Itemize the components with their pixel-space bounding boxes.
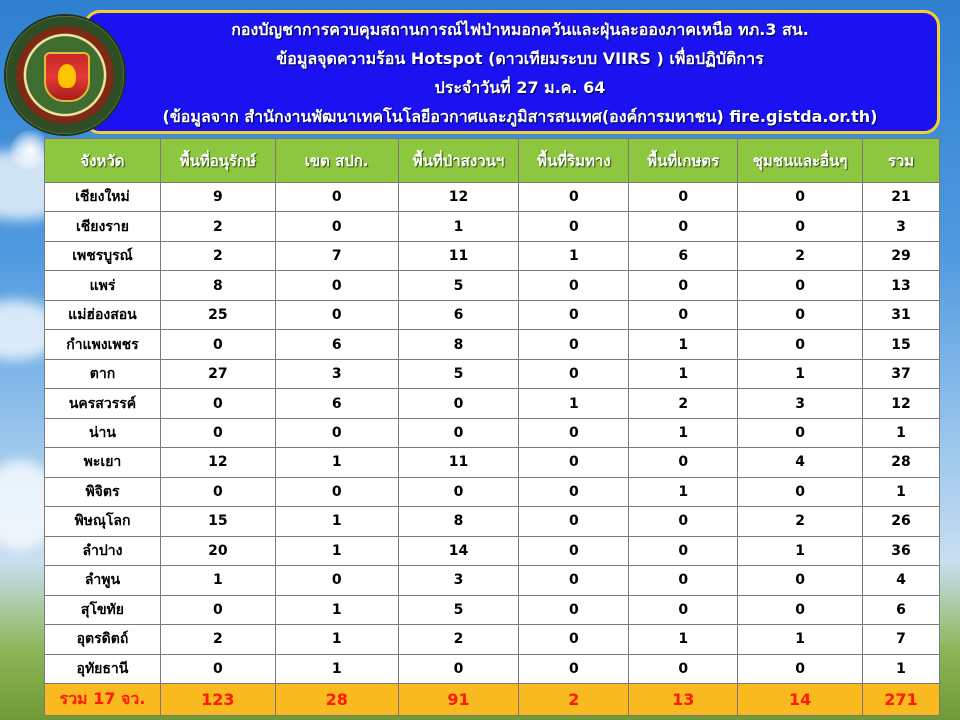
value-cell-community: 0	[738, 654, 863, 684]
value-cell-agriculture: 6	[629, 241, 738, 270]
value-cell-reserved-forest: 8	[398, 330, 519, 359]
value-cell-alro: 7	[275, 241, 398, 270]
value-cell-alro: 1	[275, 536, 398, 565]
value-cell-reserved-forest: 11	[398, 241, 519, 270]
value-cell-alro: 1	[275, 654, 398, 684]
value-cell-roadside: 0	[519, 271, 629, 300]
province-cell: แพร่	[45, 271, 161, 300]
total-cell-community: 14	[738, 684, 863, 716]
value-cell-roadside: 0	[519, 566, 629, 595]
table-row	[45, 241, 940, 270]
value-cell-agriculture: 0	[629, 507, 738, 536]
value-cell-total: 1	[863, 477, 940, 506]
total-cell-agriculture: 13	[629, 684, 738, 716]
value-cell-community: 2	[738, 507, 863, 536]
value-cell-conservation: 0	[160, 330, 275, 359]
value-cell-alro: 1	[275, 595, 398, 624]
total-cell-reserved-forest: 91	[398, 684, 519, 716]
value-cell-agriculture: 0	[629, 566, 738, 595]
value-cell-community: 1	[738, 359, 863, 388]
province-cell: เชียงราย	[45, 212, 161, 241]
value-cell-conservation: 25	[160, 300, 275, 329]
value-cell-alro: 0	[275, 477, 398, 506]
value-cell-reserved-forest: 0	[398, 654, 519, 684]
total-row	[45, 684, 940, 716]
province-cell: พิษณุโลก	[45, 507, 161, 536]
value-cell-community: 0	[738, 183, 863, 212]
value-cell-total: 37	[863, 359, 940, 388]
value-cell-roadside: 0	[519, 212, 629, 241]
value-cell-roadside: 1	[519, 241, 629, 270]
value-cell-conservation: 0	[160, 389, 275, 418]
value-cell-conservation: 2	[160, 212, 275, 241]
value-cell-conservation: 12	[160, 448, 275, 477]
total-cell-conservation: 123	[160, 684, 275, 716]
column-header-agriculture: พื้นที่เกษตร	[629, 139, 738, 183]
value-cell-agriculture: 0	[629, 183, 738, 212]
table-row	[45, 271, 940, 300]
value-cell-roadside: 0	[519, 183, 629, 212]
value-cell-community: 2	[738, 241, 863, 270]
value-cell-alro: 1	[275, 625, 398, 654]
table-row	[45, 477, 940, 506]
value-cell-conservation: 0	[160, 654, 275, 684]
table-row	[45, 595, 940, 624]
column-header-roadside: พื้นที่ริมทาง	[519, 139, 629, 183]
table-row	[45, 359, 940, 388]
value-cell-community: 1	[738, 625, 863, 654]
value-cell-conservation: 15	[160, 507, 275, 536]
value-cell-roadside: 0	[519, 507, 629, 536]
table-row	[45, 330, 940, 359]
total-cell-alro: 28	[275, 684, 398, 716]
value-cell-conservation: 20	[160, 536, 275, 565]
value-cell-agriculture: 0	[629, 536, 738, 565]
value-cell-agriculture: 2	[629, 389, 738, 418]
table-row	[45, 566, 940, 595]
table-row	[45, 418, 940, 447]
value-cell-agriculture: 0	[629, 654, 738, 684]
column-header-province: จังหวัด	[45, 139, 161, 183]
value-cell-conservation: 0	[160, 418, 275, 447]
value-cell-reserved-forest: 2	[398, 625, 519, 654]
value-cell-community: 0	[738, 595, 863, 624]
value-cell-total: 21	[863, 183, 940, 212]
value-cell-community: 1	[738, 536, 863, 565]
value-cell-alro: 0	[275, 212, 398, 241]
column-header-community: ชุมชนและอื่นๆ	[738, 139, 863, 183]
title-banner	[84, 10, 940, 134]
province-cell: พะเยา	[45, 448, 161, 477]
value-cell-community: 0	[738, 212, 863, 241]
value-cell-agriculture: 1	[629, 477, 738, 506]
value-cell-total: 6	[863, 595, 940, 624]
table-row	[45, 300, 940, 329]
value-cell-community: 3	[738, 389, 863, 418]
province-cell: เพชรบูรณ์	[45, 241, 161, 270]
value-cell-reserved-forest: 0	[398, 389, 519, 418]
title-line-3: ประจำวันที่ 27 ม.ค. 64	[434, 78, 606, 97]
value-cell-conservation: 2	[160, 241, 275, 270]
value-cell-conservation: 27	[160, 359, 275, 388]
value-cell-total: 1	[863, 654, 940, 684]
army-emblem-icon	[4, 14, 126, 136]
value-cell-roadside: 0	[519, 536, 629, 565]
value-cell-community: 0	[738, 566, 863, 595]
table-header-row	[45, 139, 940, 183]
value-cell-conservation: 2	[160, 625, 275, 654]
value-cell-reserved-forest: 12	[398, 183, 519, 212]
value-cell-total: 4	[863, 566, 940, 595]
province-cell: สุโขทัย	[45, 595, 161, 624]
flame-icon	[58, 64, 76, 88]
value-cell-reserved-forest: 5	[398, 271, 519, 300]
province-cell: แม่ฮ่องสอน	[45, 300, 161, 329]
value-cell-reserved-forest: 6	[398, 300, 519, 329]
value-cell-reserved-forest: 8	[398, 507, 519, 536]
value-cell-reserved-forest: 0	[398, 477, 519, 506]
value-cell-total: 7	[863, 625, 940, 654]
hotspot-table	[44, 138, 940, 716]
value-cell-total: 3	[863, 212, 940, 241]
table-row	[45, 625, 940, 654]
value-cell-alro: 6	[275, 330, 398, 359]
value-cell-alro: 0	[275, 566, 398, 595]
value-cell-agriculture: 1	[629, 625, 738, 654]
value-cell-conservation: 8	[160, 271, 275, 300]
value-cell-alro: 0	[275, 183, 398, 212]
value-cell-reserved-forest: 11	[398, 448, 519, 477]
province-cell: เชียงใหม่	[45, 183, 161, 212]
value-cell-reserved-forest: 5	[398, 359, 519, 388]
value-cell-community: 0	[738, 330, 863, 359]
table-row	[45, 654, 940, 684]
value-cell-community: 0	[738, 271, 863, 300]
province-cell: ลำพูน	[45, 566, 161, 595]
value-cell-alro: 0	[275, 418, 398, 447]
column-header-total: รวม	[863, 139, 940, 183]
value-cell-reserved-forest: 14	[398, 536, 519, 565]
table-row	[45, 183, 940, 212]
value-cell-roadside: 0	[519, 477, 629, 506]
value-cell-total: 29	[863, 241, 940, 270]
value-cell-agriculture: 0	[629, 448, 738, 477]
value-cell-total: 1	[863, 418, 940, 447]
total-label: รวม 17 จว.	[45, 684, 161, 716]
total-cell-total: 271	[863, 684, 940, 716]
value-cell-total: 12	[863, 389, 940, 418]
value-cell-roadside: 0	[519, 625, 629, 654]
value-cell-total: 26	[863, 507, 940, 536]
table-row	[45, 212, 940, 241]
value-cell-total: 13	[863, 271, 940, 300]
table-row	[45, 389, 940, 418]
value-cell-roadside: 0	[519, 595, 629, 624]
value-cell-total: 28	[863, 448, 940, 477]
value-cell-alro: 1	[275, 507, 398, 536]
total-cell-roadside: 2	[519, 684, 629, 716]
title-line-4: (ข้อมูลจาก สำนักงานพัฒนาเทคโนโลยีอวกาศและภูมิสารสนเทศ(องค์การมหาชน) fire.gistda.or.th)	[162, 107, 878, 126]
value-cell-agriculture: 0	[629, 271, 738, 300]
province-cell: น่าน	[45, 418, 161, 447]
value-cell-roadside: 0	[519, 359, 629, 388]
value-cell-alro: 0	[275, 271, 398, 300]
value-cell-agriculture: 0	[629, 212, 738, 241]
province-cell: อุตรดิตถ์	[45, 625, 161, 654]
value-cell-community: 4	[738, 448, 863, 477]
value-cell-roadside: 1	[519, 389, 629, 418]
value-cell-roadside: 0	[519, 300, 629, 329]
value-cell-reserved-forest: 0	[398, 418, 519, 447]
value-cell-agriculture: 0	[629, 300, 738, 329]
value-cell-community: 0	[738, 300, 863, 329]
province-cell: กำแพงเพชร	[45, 330, 161, 359]
table-row	[45, 507, 940, 536]
value-cell-conservation: 9	[160, 183, 275, 212]
value-cell-conservation: 0	[160, 477, 275, 506]
value-cell-reserved-forest: 3	[398, 566, 519, 595]
table-row	[45, 448, 940, 477]
value-cell-agriculture: 1	[629, 359, 738, 388]
value-cell-roadside: 0	[519, 330, 629, 359]
value-cell-total: 31	[863, 300, 940, 329]
column-header-alro: เขต สปก.	[275, 139, 398, 183]
province-cell: พิจิตร	[45, 477, 161, 506]
value-cell-roadside: 0	[519, 654, 629, 684]
value-cell-community: 0	[738, 477, 863, 506]
value-cell-roadside: 0	[519, 448, 629, 477]
value-cell-alro: 0	[275, 300, 398, 329]
value-cell-reserved-forest: 1	[398, 212, 519, 241]
column-header-conservation: พื้นที่อนุรักษ์	[160, 139, 275, 183]
column-header-reserved-forest: พื้นที่ป่าสงวนฯ	[398, 139, 519, 183]
province-cell: นครสวรรค์	[45, 389, 161, 418]
title-line-1: กองบัญชาการควบคุมสถานการณ์ไฟป่าหมอกควันและฝุ่นละอองภาคเหนือ ทภ.3 สน.	[231, 20, 809, 39]
value-cell-roadside: 0	[519, 418, 629, 447]
province-cell: ลำปาง	[45, 536, 161, 565]
province-cell: อุทัยธานี	[45, 654, 161, 684]
title-line-2: ข้อมูลจุดความร้อน Hotspot (ดาวเทียมระบบ VIIRS ) เพื่อปฏิบัติการ	[276, 49, 764, 68]
value-cell-agriculture: 1	[629, 330, 738, 359]
value-cell-conservation: 0	[160, 595, 275, 624]
value-cell-alro: 1	[275, 448, 398, 477]
value-cell-total: 15	[863, 330, 940, 359]
value-cell-total: 36	[863, 536, 940, 565]
value-cell-alro: 3	[275, 359, 398, 388]
value-cell-community: 0	[738, 418, 863, 447]
value-cell-alro: 6	[275, 389, 398, 418]
value-cell-conservation: 1	[160, 566, 275, 595]
province-cell: ตาก	[45, 359, 161, 388]
table-row	[45, 536, 940, 565]
value-cell-agriculture: 1	[629, 418, 738, 447]
value-cell-agriculture: 0	[629, 595, 738, 624]
value-cell-reserved-forest: 5	[398, 595, 519, 624]
